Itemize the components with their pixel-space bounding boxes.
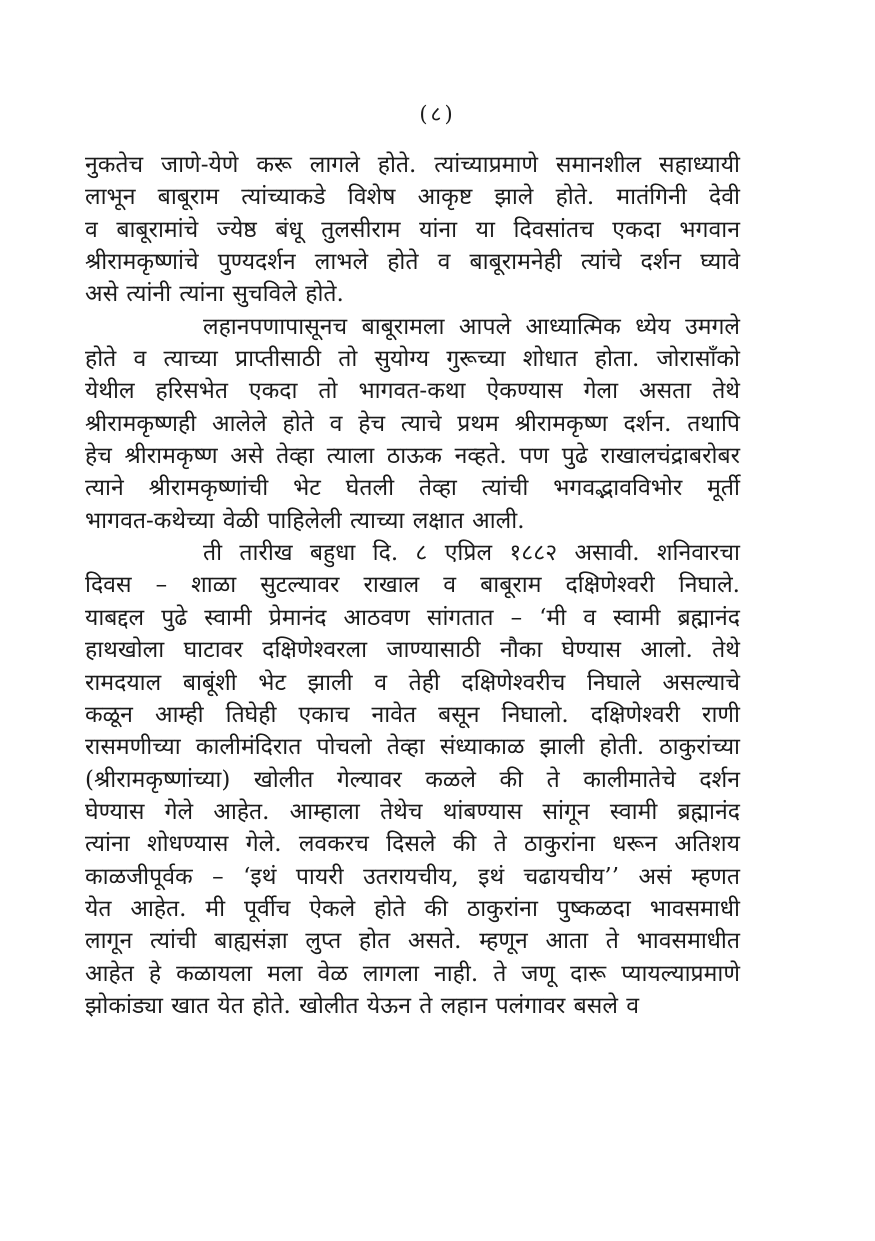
text-line: रासमणीच्या कालीमंदिरात पोचलो तेव्हा संध्याकाळ झाली होती. ठाकुरांच्या bbox=[85, 734, 740, 761]
text-line: लहानपणापासूनच बाबूरामला आपले आध्यात्मिक ध्येय उमगले bbox=[203, 313, 740, 340]
text-line: याबद्दल पुढे स्वामी प्रेमानंद आठवण सांगतात – ‘मी व स्वामी ब्रह्मानंद bbox=[85, 604, 740, 631]
text-line: आहेत हे कळायला मला वेळ लागला नाही. ते जणू दारू प्यायल्याप्रमाणे bbox=[85, 960, 740, 987]
text-line: (श्रीरामकृष्णांच्या) खोलीत गेल्यावर कळले की ते कालीमातेचे दर्शन bbox=[85, 766, 740, 793]
text-block bbox=[85, 149, 740, 1022]
text-line: त्याने श्रीरामकृष्णांची भेट घेतली तेव्हा त्यांची भगवद्भावविभोर मूर्ती bbox=[85, 475, 740, 502]
paragraph bbox=[85, 537, 740, 1022]
text-line: दिवस – शाळा सुटल्यावर राखाल व बाबूराम दक्षिणेश्वरी निघाले. bbox=[85, 572, 740, 599]
text-line: हाथखोला घाटावर दक्षिणेश्वरला जाण्यासाठी नौका घेण्यास आलो. तेथे bbox=[85, 637, 740, 664]
text-line: असे त्यांनी त्यांना सुचविले होते. bbox=[85, 281, 344, 308]
text-line: लाभून बाबूराम त्यांच्याकडे विशेष आकृष्ट झाले होते. मातंगिनी देवी bbox=[85, 184, 740, 211]
text-line: हेच श्रीरामकृष्ण असे तेव्हा त्याला ठाऊक नव्हते. पण पुढे राखालचंद्राबरोबर bbox=[85, 443, 740, 470]
text-line: येथील हरिसभेत एकदा तो भागवत-कथा ऐकण्यास गेला असता तेथे bbox=[85, 378, 740, 405]
paragraph bbox=[85, 311, 740, 537]
text-line: येत आहेत. मी पूर्वीच ऐकले होते की ठाकुरांना पुष्कळदा भावसमाधी bbox=[85, 895, 740, 922]
text-line: घेण्यास गेले आहेत. आम्हाला तेथेच थांबण्यास सांगून स्वामी ब्रह्मानंद bbox=[85, 798, 740, 825]
text-line: श्रीरामकृष्णांचे पुण्यदर्शन लाभले होते व बाबूरामनेही त्यांचे दर्शन घ्यावे bbox=[85, 249, 740, 276]
paragraph bbox=[85, 149, 740, 311]
text-line: व बाबूरामांचे ज्येष्ठ बंधू तुलसीराम यांना या दिवसांतच एकदा भगवान bbox=[85, 216, 740, 243]
text-line: भागवत-कथेच्या वेळी पाहिलेली त्याच्या लक्षात आली. bbox=[85, 507, 525, 534]
text-line: ती तारीख बहुधा दि. ८ एप्रिल १८८२ असावी. शनिवारचा bbox=[203, 540, 740, 567]
text-line: रामदयाल बाबूंशी भेट झाली व तेही दक्षिणेश्वरीच निघाले असल्याचे bbox=[85, 669, 740, 696]
text-line: नुकतेच जाणे-येणे करू लागले होते. त्यांच्याप्रमाणे समानशील सहाध्यायी bbox=[85, 152, 740, 178]
text-line: काळजीपूर्वक – ‘इथं पायरी उतरायचीय, इथं चढायचीय’’ असं म्हणत bbox=[85, 863, 740, 890]
text-line: श्रीरामकृष्णही आलेले होते व हेच त्याचे प्रथम श्रीरामकृष्ण दर्शन. तथापि bbox=[85, 410, 740, 437]
text-line: कळून आम्ही तिघेही एकाच नावेत बसून निघालो. दक्षिणेश्वरी राणी bbox=[85, 701, 740, 728]
text-line: त्यांना शोधण्यास गेले. लवकरच दिसले की ते ठाकुरांना धरून अतिशय bbox=[85, 831, 740, 858]
text-line: लागून त्यांची बाह्यसंज्ञा लुप्त होत असते. म्हणून आता ते भावसमाधीत bbox=[85, 928, 740, 955]
text-line: होते व त्याच्या प्राप्तीसाठी तो सुयोग्य गुरूच्या शोधात होता. जोरासाँको bbox=[85, 346, 740, 373]
text-line: झोकांड्या खात येत होते. खोलीत येऊन ते लहान पलंगावर बसले व bbox=[85, 992, 640, 1019]
page-number: (८) bbox=[419, 102, 456, 126]
